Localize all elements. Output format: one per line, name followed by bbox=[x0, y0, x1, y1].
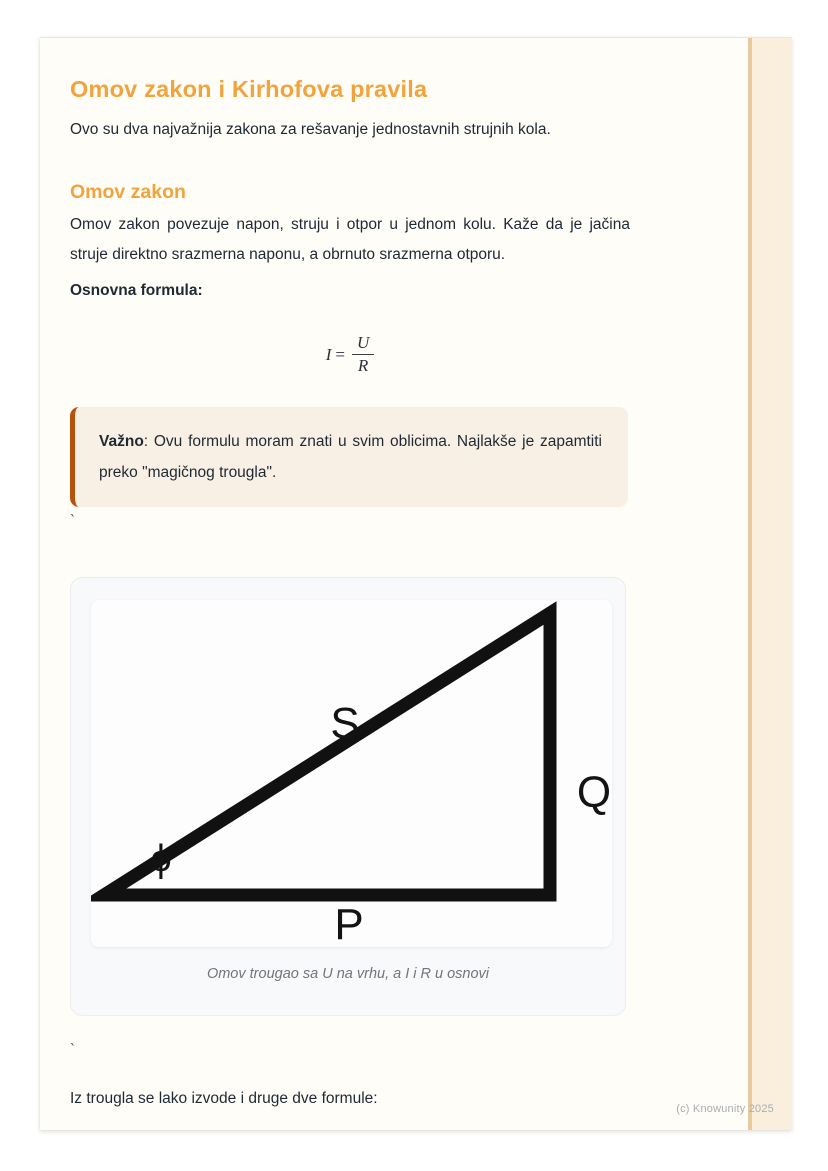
power-triangle-svg bbox=[91, 600, 612, 947]
stray-backtick-1: ` bbox=[70, 512, 75, 529]
label-base: P bbox=[334, 900, 364, 947]
formula-numerator: U bbox=[352, 334, 374, 355]
callout-separator: : bbox=[143, 433, 154, 450]
formula-denominator: R bbox=[357, 356, 369, 375]
figure-card bbox=[70, 577, 626, 1016]
triangle-image bbox=[91, 600, 612, 947]
figure-caption: Omov trougao sa U na vrhu, a I i R u osnovi bbox=[206, 966, 490, 982]
label-vertical-side: Q bbox=[576, 768, 612, 817]
document-page bbox=[40, 37, 792, 1130]
formula-block bbox=[70, 334, 630, 375]
label-hypotenuse: S bbox=[330, 699, 360, 748]
formula-label: Osnovna formula: bbox=[70, 282, 203, 299]
formula-lhs: I bbox=[325, 344, 332, 364]
label-angle-phi: ϕ bbox=[150, 838, 172, 880]
section-title: Omov zakon bbox=[70, 181, 186, 203]
document-content bbox=[70, 73, 630, 1112]
callout-title: Važno bbox=[99, 433, 144, 450]
stray-backtick-2: ` bbox=[70, 1041, 75, 1058]
body-paragraph: Omov zakon povezuje napon, struju i otpor u jednom kolu. Kaže da je jačina struje direktno srazmerna naponu, a obrnuto srazmerna otporu. bbox=[70, 216, 630, 263]
watermark: (c) Knowunity 2025 bbox=[676, 1103, 774, 1115]
page-title: Omov zakon i Kirhofova pravila bbox=[70, 76, 428, 102]
right-accent-band bbox=[748, 38, 792, 1130]
formula-fraction bbox=[352, 334, 374, 375]
important-callout bbox=[70, 407, 628, 507]
closing-paragraph: Iz trougla se lako izvode i druge dve formule: bbox=[70, 1090, 378, 1107]
formula-equals-sign: = bbox=[335, 344, 345, 364]
intro-paragraph: Ovo su dva najvažnija zakona za rešavanje jednostavnih strujnih kola. bbox=[70, 121, 551, 138]
callout-text: Ovu formulu moram znati u svim oblicima. Najlakše je zapamtiti preko "magičnog trougla". bbox=[99, 433, 602, 481]
